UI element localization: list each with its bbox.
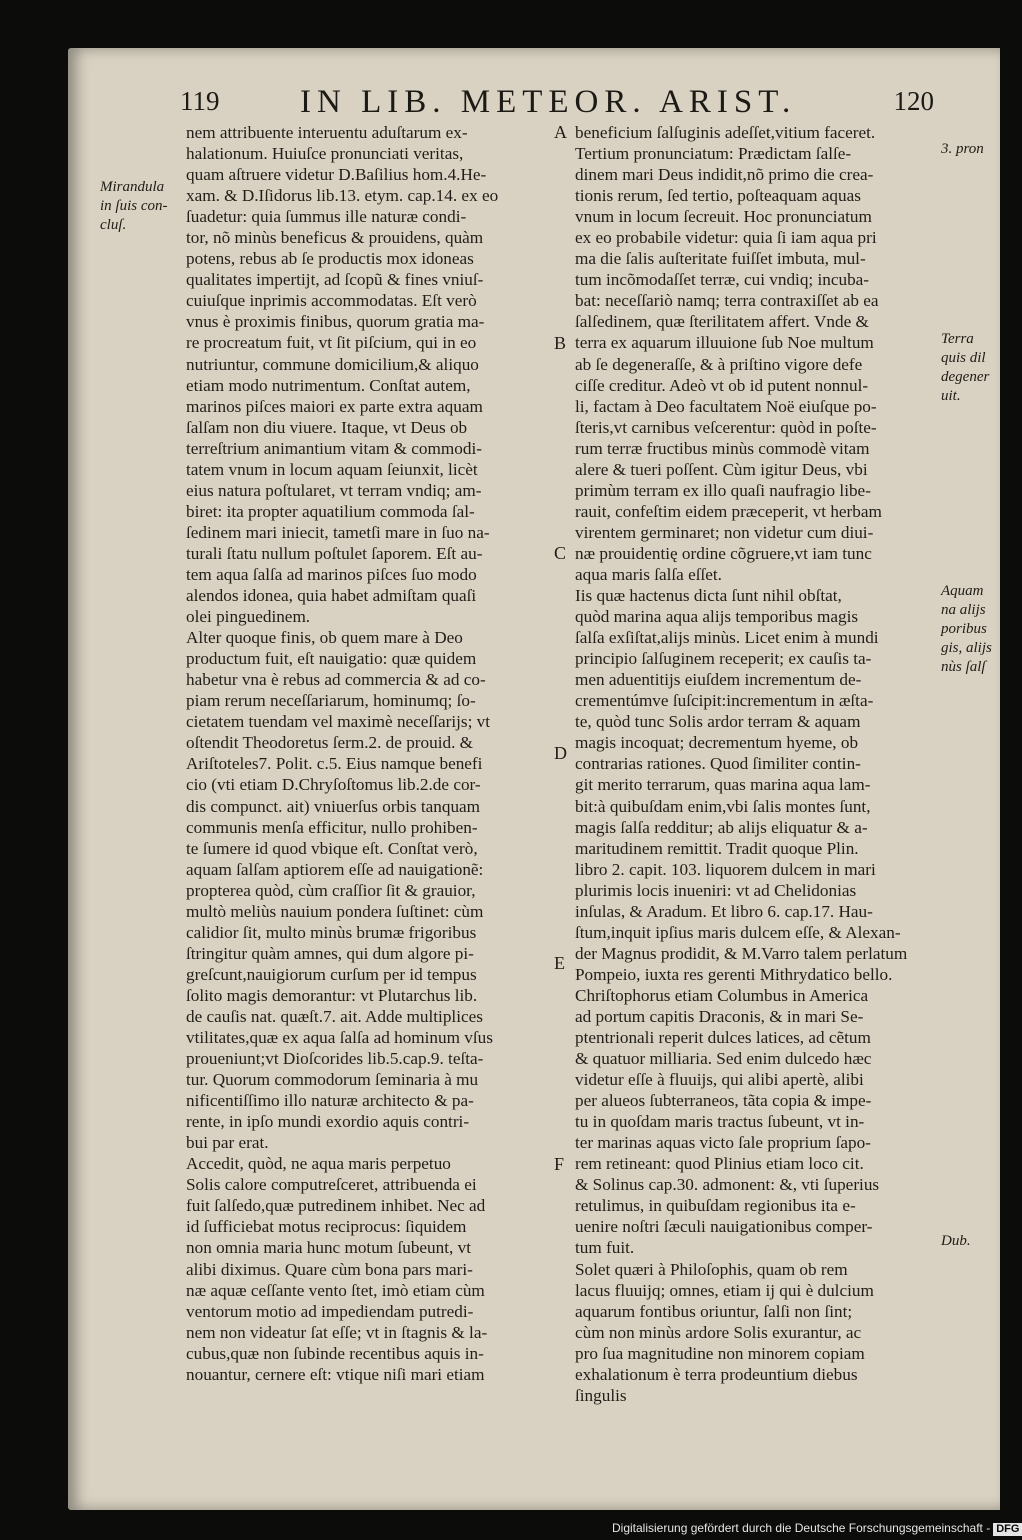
text-line: Terra — [941, 331, 974, 347]
text-line: cietatem tuendam vel maximè neceſſarijs; vt — [186, 712, 491, 732]
text-line: Aquam — [941, 583, 984, 599]
text-line: nouantur, cernere eſt: vtique niſi mari etiam — [186, 1364, 485, 1384]
text-line: poribus — [941, 621, 987, 637]
footer-text: Digitalisierung gefördert durch die Deutsche Forschungsgemeinschaft - — [612, 1521, 991, 1535]
text-line: greſcunt,nauigiorum curſum per id tempus — [186, 964, 477, 984]
text-line: non omnia maria hunc motum ſubeunt, vt — [186, 1238, 471, 1258]
text-line: habetur vna è rebus ad commercia & ad co- — [186, 670, 486, 690]
section-letter: D — [554, 743, 567, 763]
text-line: & quatuor milliaria. Sed enim dulcedo hæc — [575, 1049, 872, 1069]
text-line: tu in quoſdam maris tractus ſubeunt, vt in- — [575, 1112, 865, 1132]
running-title: IN LIB. METEOR. ARIST. — [300, 84, 797, 120]
text-line: olei pinguedinem. — [186, 607, 311, 627]
text-line: Chriſtophorus etiam Columbus in America — [575, 985, 869, 1005]
text-line: cuiuſque inprimis accommodatas. Eſt verò — [186, 291, 477, 311]
page-number-right: 120 — [893, 86, 934, 116]
text-line: tor, nõ minùs beneficus & prouidens, quàm — [186, 228, 484, 248]
text-line: gis, alijs — [941, 640, 992, 656]
text-line: & Solinus cap.30. admonent: &, vti ſuperius — [575, 1175, 880, 1195]
text-line: nem non videatur ſat eſſe; vt in ſtagnis & la- — [186, 1322, 488, 1342]
text-line: vtilitates,quæ ex aqua ſalſa ad hominum vſus — [186, 1028, 493, 1048]
text-line: biret: ita propter aquatilium commoda ſal- — [186, 501, 475, 521]
text-line: nùs ſalſ — [941, 659, 986, 675]
text-line: der Magnus prodidit, & M.Varro talem perlatum — [575, 943, 908, 963]
text-line: rem retineant: quod Plinius etiam loco cit. — [575, 1154, 864, 1174]
text-line: tem aqua ſalſa ad marinos piſces ſuo modo — [186, 564, 477, 584]
text-line: in ſuis con- — [100, 198, 168, 214]
text-line: nificentiſſimo illo naturæ architecto & pa- — [186, 1091, 474, 1111]
text-line: cluſ. — [100, 217, 127, 233]
text-line: git merito terrarum, quas marina aqua lam- — [575, 775, 871, 795]
text-line: libro 2. capit. 103. liquorem dulcem in mari — [575, 859, 876, 879]
text-line: ſteris,vt carnibus veſcerentur: quòd in poſte- — [575, 417, 877, 437]
right-margin-note — [941, 582, 992, 677]
section-letter: C — [554, 543, 567, 563]
text-line: marinos piſces maiori ex parte extra aquam — [186, 396, 483, 416]
text-line: proueniunt;vt Dioſcorides lib.5.cap.9. teſta- — [186, 1049, 484, 1069]
text-line: rauit, confeſtim eidem præceperit, vt herbam — [575, 501, 882, 521]
text-line: terreſtrium animantium vitam & commodi- — [186, 438, 482, 458]
text-line: quis dil — [941, 350, 986, 366]
right-margin-note — [941, 1232, 971, 1251]
text-line: ventorum motio ad impediendam putredi- — [186, 1301, 474, 1321]
text-line: aqua maris ſalſa eſſet. — [575, 564, 722, 584]
text-line: Solis calore computreſceret, attribuenda ei — [186, 1175, 477, 1195]
text-line: ſalſam non diu viuere. Itaque, vt Deus ob — [186, 417, 468, 437]
text-line: li, factam à Deo facultatem Noë eiuſque po- — [575, 396, 877, 416]
page-number-left: 119 — [180, 86, 220, 116]
text-line: inſulas, & Aradum. Et libro 6. cap.17. Hau- — [575, 901, 873, 921]
text-line: bit:à quibuſdam enim,vbi ſalis montes ſunt, — [575, 796, 871, 816]
text-line: ter marinas aquas victo ſale proprium ſapo- — [575, 1133, 871, 1153]
text-line: etiam modo nutrimentum. Conſtat autem, — [186, 375, 471, 395]
text-line: plurimis locis inueniri: vt ad Chelidonias — [575, 880, 857, 900]
text-line: crementúmve ſuſcipit:incrementum in æſta- — [575, 691, 874, 711]
text-line: ma die ſalis auſteritate fuiſſet imbuta, mul- — [575, 249, 866, 269]
text-line: qualitates impertijt, ad ſcopũ & fines vniuſ- — [186, 270, 484, 290]
section-letter: E — [554, 953, 565, 973]
text-line: calidior ſit, multo minùs brumæ frigoribus — [186, 922, 477, 942]
section-letter: F — [554, 1154, 565, 1174]
text-line: de cauſis nat. quæſt.7. ait. Adde multiplices — [186, 1006, 483, 1026]
text-line: Dub. — [941, 1233, 971, 1249]
text-line: dis compunct. ait) vniuerſus orbis tanquam — [186, 796, 481, 816]
text-line: nem attribuente interuentu aduſtarum ex- — [186, 123, 468, 142]
text-line: tum incõmodaſſet terræ, cui vndiq; incuba- — [575, 270, 870, 290]
text-line: bat: neceſſariò namq; terra contraxiſſet ab ea — [575, 291, 879, 311]
text-line: rum terræ fructibus minùs commodè vitam — [575, 438, 870, 458]
text-line: maritudinem remittit. Tradit quoque Plin. — [575, 838, 859, 858]
text-line: magis ſalſa redditur; ab alijs eliquatur & a- — [575, 817, 868, 837]
text-line: oſtendit Theodoretus ſerm.2. de prouid. & — [186, 733, 474, 753]
text-line: beneficium ſalſuginis adeſſet,vitium faceret. — [575, 123, 876, 142]
text-line: eius natura poſtularet, vt terram vndiq; am- — [186, 480, 482, 500]
text-line: tum fuit. — [575, 1238, 635, 1258]
text-line: aquam ſalſam aptiorem eſſe ad nauigationẽ: — [186, 859, 484, 879]
text-line: men aduentitijs eiuſdem incrementum de- — [575, 670, 862, 690]
text-line: ſedinem mari iniecit, tametſi mare in ſuo na- — [186, 522, 490, 542]
text-line: uit. — [941, 388, 961, 404]
text-line: Solet quæri à Philoſophis, quam ob rem — [575, 1259, 848, 1279]
text-line: Iis quæ hactenus dicta ſunt nihil obſtat, — [575, 586, 842, 606]
text-line: Tertium pronunciatum: Prædictam ſalſe- — [575, 144, 852, 164]
text-line: ſolito magis demorantur: vt Plutarchus lib. — [186, 985, 478, 1005]
text-line: per alueos ſubterraneos, tãta copia & impe- — [575, 1091, 872, 1111]
text-line: næ aquæ ceſſante vento ſtet, imò etiam cùm — [186, 1280, 485, 1300]
text-line: cubus,quæ non ſubinde recentibus aquis in- — [186, 1343, 484, 1363]
text-line: quòd marina aqua alijs temporibus magis — [575, 607, 859, 627]
text-line: lacus fluuijq; omnes, etiam ij qui è dulcium — [575, 1280, 874, 1300]
text-line: retulimus, in quibuſdam regionibus ita e- — [575, 1196, 856, 1216]
text-line: magis incoquat; decrementum hyeme, ob — [575, 733, 859, 753]
text-line: vnus è proximis finibus, quorum gratia ma- — [186, 312, 485, 332]
text-line: Pompeio, iuxta res gerenti Mithrydatico bello. — [575, 964, 893, 984]
text-line: 3. pron — [941, 141, 984, 157]
section-letter: B — [554, 333, 567, 353]
text-line: alere & tueri poſſent. Cùm igitur Deus, vbi — [575, 459, 868, 479]
text-line: ſalſedinem, quæ ſterilitatem affert. Vnde & — [575, 312, 869, 332]
right-margin-note — [941, 140, 984, 159]
text-line: ptentrionali reperit dulces latices, ad cẽtum — [575, 1028, 871, 1048]
left-margin-note — [100, 178, 168, 235]
text-line: productum fuit, eſt nauigatio: quæ quidem — [186, 649, 477, 669]
text-line: ſtringitur quàm amnes, qui dum algore pi- — [186, 943, 474, 963]
dfg-logo: DFG — [993, 1523, 1022, 1536]
text-line: xam. & D.Iſidorus lib.13. etym. cap.14. ex eo — [186, 186, 499, 206]
text-line: aquarum fontibus oriuntur, ſalſi non ſint; — [575, 1301, 853, 1321]
text-line: Accedit, quòd, ne aqua maris perpetuo — [186, 1154, 451, 1174]
right-text-column — [575, 122, 937, 1406]
text-line: ex eo probabile videtur: quia ſi iam aqua pri — [575, 228, 877, 248]
text-line: degener — [941, 369, 990, 385]
text-line: piam rerum neceſſariarum, hominumq; ſo- — [186, 691, 476, 711]
text-line: multò meliùs nauium pondera ſuſtinet: cùm — [186, 901, 484, 921]
text-line: quam aſtruere videtur D.Baſilius hom.4.He- — [186, 165, 487, 185]
text-line: te ſumere id quod vbique eſt. Conſtat verò, — [186, 838, 478, 858]
text-line: tur. Quorum commodorum ſeminaria à mu — [186, 1070, 479, 1090]
text-line: pro ſua magnitudine non minorem copiam — [575, 1343, 865, 1363]
text-line: ſtum,inquit ipſius maris dulcem eſſe, & Alexan- — [575, 922, 901, 942]
text-line: næ prouidentię ordine cõgruere,vt iam tunc — [575, 543, 872, 563]
text-line: virentem germinaret; non videtur cum diui- — [575, 522, 874, 542]
text-line: principio ſalſuginem receperit; ex cauſis ta- — [575, 649, 872, 669]
text-line: uenire noſtri ſæculi nauigationibus comper- — [575, 1217, 873, 1237]
text-line: terra ex aquarum illuuione ſub Noe multum — [575, 333, 874, 353]
text-line: ad portum capitis Draconis, & in mari Se- — [575, 1006, 864, 1026]
text-line: turali ſtatu nullum poſtulet ſaporem. Eſt au- — [186, 543, 483, 563]
text-line: Alter quoque finis, ob quem mare à Deo — [186, 628, 463, 648]
text-line: na alijs — [941, 602, 986, 618]
text-line: ſalſa exſiſtat,alijs minùs. Licet enim à mundi — [575, 628, 879, 648]
text-line: rente, in ipſo mundi exordio aquis contri- — [186, 1112, 470, 1132]
text-line: ciſſe creditur. Adeò vt ob id putent nonnul- — [575, 375, 869, 395]
text-line: primùm terram ex illo quaſi naufragio libe- — [575, 480, 871, 500]
text-line: propterea quòd, cùm craſſior ſit & grauior, — [186, 880, 476, 900]
text-line: tionis rerum, ſed tertio, poſteaquam aquas — [575, 186, 861, 206]
text-line: Mirandula — [100, 179, 165, 195]
text-line: Ariſtoteles7. Polit. c.5. Eius namque benefi — [186, 754, 483, 774]
text-line: vnum in locum ſecreuit. Hoc pronunciatum — [575, 207, 872, 227]
text-line: alibi diximus. Quare cùm bona pars mari- — [186, 1259, 473, 1279]
text-line: ſingulis — [575, 1385, 627, 1405]
text-line: potens, rebus ab ſe productis mox idoneas — [186, 249, 474, 269]
text-line: id ſufficiebat motus reciprocus: ſiquidem — [186, 1217, 467, 1237]
text-line: nutriuntur, commune domicilium,& aliquo — [186, 354, 479, 374]
text-line: cùm non minùs ardore Solis exurantur, ac — [575, 1322, 862, 1342]
text-line: te, quòd tunc Solis ardor terram & aquam — [575, 712, 861, 732]
digitization-footer — [612, 1521, 1022, 1537]
text-line: fuit ſalſedo,quæ putredinem inhibet. Nec ad — [186, 1196, 486, 1216]
right-margin-note — [941, 330, 989, 406]
text-line: contrarias rationes. Quod ſimiliter contin- — [575, 754, 861, 774]
text-line: tatem vnum in locum aquam ſeiunxit, licèt — [186, 459, 478, 479]
text-line: exhalationum è terra prodeuntium diebus — [575, 1364, 858, 1384]
text-line: ab ſe degeneraſſe, & à priſtino vigore defe — [575, 354, 863, 374]
text-line: bui par erat. — [186, 1133, 269, 1153]
left-text-column — [186, 122, 551, 1385]
text-line: communis menſa efficitur, nullo prohiben- — [186, 817, 478, 837]
page-header — [180, 84, 940, 122]
text-line: videtur eſſe à fluuijs, qui alibi apertè, alibi — [575, 1070, 864, 1090]
text-line: cio (vti etiam D.Chryſoſtomus lib.2.de cor- — [186, 775, 481, 795]
text-line: dinem mari Deus indidit,nõ primo die crea- — [575, 165, 874, 185]
text-line: ſuadetur: quia ſummus ille naturæ condi- — [186, 207, 467, 227]
text-line: re procreatum fuit, vt ſit piſcium, qui in eo — [186, 333, 477, 353]
text-line: halationum. Huiuſce pronunciati veritas, — [186, 144, 464, 164]
text-line: alendos idonea, quia habet admiſtam quaſi — [186, 586, 477, 606]
section-letter: A — [554, 122, 567, 142]
